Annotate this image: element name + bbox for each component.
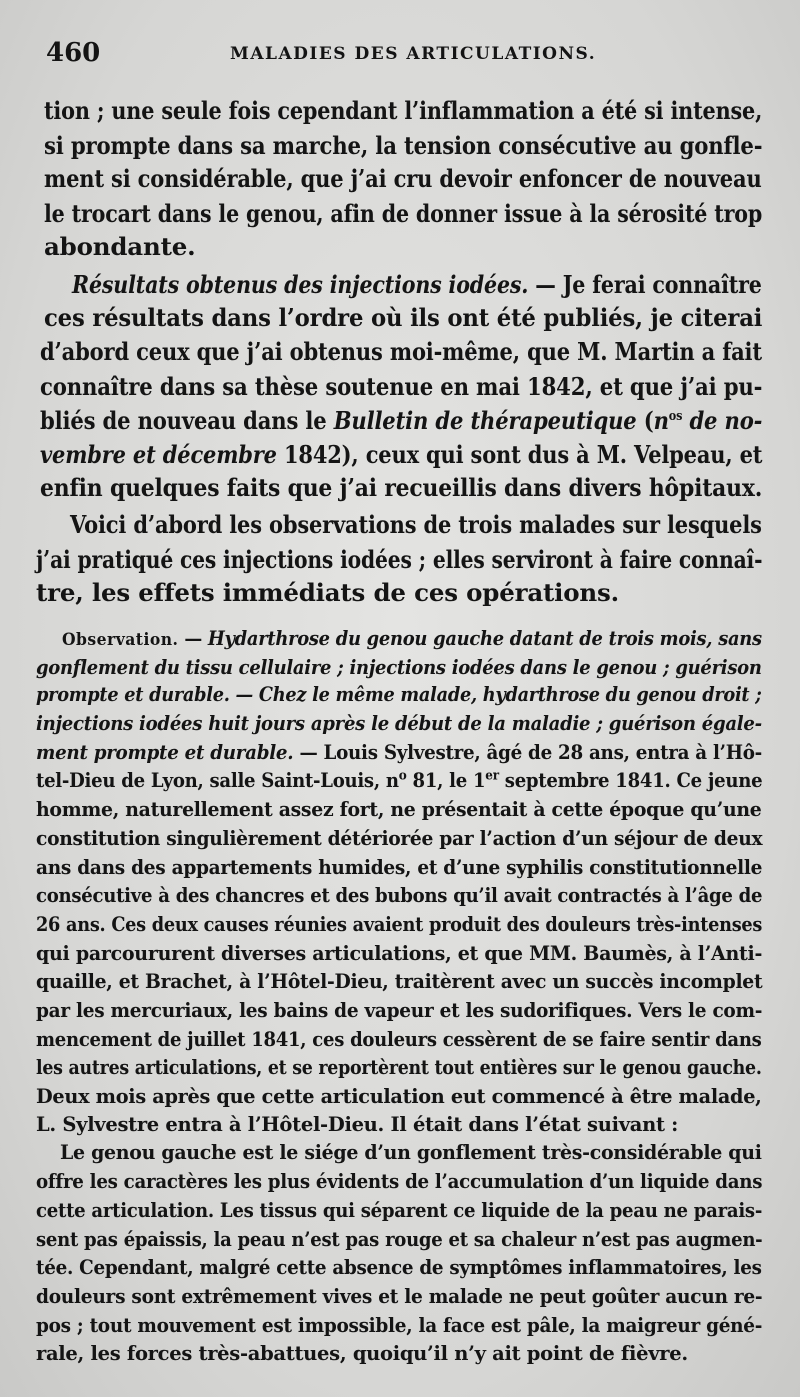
text-run: — Louis Sylvestre, âgé de 28 ans, entra à l’Hô- bbox=[293, 741, 762, 764]
text-run: — bbox=[178, 627, 208, 650]
superscript: o bbox=[398, 768, 407, 784]
text-line bbox=[62, 627, 762, 650]
text-run: 1842), ceux qui sont dus à M. Velpeau, et bbox=[276, 440, 763, 469]
italic-text: Bulletin de thérapeutique bbox=[333, 406, 637, 435]
text-line bbox=[36, 798, 762, 821]
text-run: bliés de nouveau dans le bbox=[40, 406, 334, 435]
text-run: offre les caractères les plus évidents de l’accumulation d’un liquide dans bbox=[36, 1170, 763, 1193]
text-run: 26 ans. Ces deux causes réunies avaient produit des douleurs très-intenses bbox=[36, 913, 763, 936]
text-run: douleurs sont extrêmement vives et le malade ne peut goûter aucun re- bbox=[36, 1285, 763, 1308]
text-run: ces résultats dans l’ordre où ils ont été publiés, je citerai bbox=[44, 303, 763, 332]
text-run: tre, les effets immédiats de ces opérations. bbox=[36, 578, 619, 607]
text-line bbox=[36, 1056, 762, 1079]
text-line bbox=[36, 712, 762, 735]
text-line bbox=[36, 741, 762, 764]
text-line bbox=[36, 1113, 678, 1136]
italic-text: gonflement du tissu cellulaire ; injections iodées dans le genou ; guérison bbox=[36, 656, 762, 679]
page-header bbox=[46, 38, 766, 68]
text-run: tel-Dieu de Lyon, salle Saint-Louis, n bbox=[36, 769, 399, 792]
text-run: L. Sylvestre entra à l’Hôtel-Dieu. Il était dans l’état suivant : bbox=[36, 1113, 679, 1136]
text-line bbox=[36, 1285, 762, 1308]
text-line bbox=[36, 970, 762, 993]
text-line bbox=[40, 473, 762, 502]
text-line bbox=[44, 96, 762, 125]
text-line bbox=[60, 1141, 762, 1164]
text-run: si prompte dans sa marche, la tension consécutive au gonfle- bbox=[44, 131, 763, 160]
text-line bbox=[44, 164, 762, 193]
text-line bbox=[36, 827, 762, 850]
text-run: Le genou gauche est le siége d’un gonflement très-considérable qui bbox=[60, 1141, 762, 1164]
text-line bbox=[72, 270, 762, 299]
italic-text: vembre et décembre bbox=[40, 440, 277, 469]
text-line bbox=[36, 683, 762, 706]
text-line bbox=[36, 545, 762, 574]
text-line bbox=[40, 406, 762, 435]
italic-text: n bbox=[653, 406, 669, 435]
text-run: consécutive à des chancres et des bubons qu’il avait contractés à l’âge de bbox=[36, 884, 763, 907]
text-run: ment si considérable, que j’ai cru devoir enfoncer de nouveau bbox=[44, 164, 762, 193]
text-line bbox=[40, 372, 762, 401]
text-run: septembre 1841. Ce jeune bbox=[498, 769, 763, 792]
text-run: cette articulation. Les tissus qui séparent ce liquide de la peau ne parais- bbox=[36, 1199, 763, 1222]
text-line bbox=[36, 884, 762, 907]
text-run: constitution singulièrement détériorée par l’action d’un séjour de deux bbox=[36, 827, 763, 850]
text-line bbox=[36, 656, 762, 679]
text-line bbox=[44, 303, 762, 332]
italic-text: Résultats obtenus des injections iodées. bbox=[72, 270, 529, 299]
text-line bbox=[36, 999, 762, 1022]
text-line bbox=[44, 131, 762, 160]
text-line bbox=[36, 1342, 688, 1365]
text-line bbox=[36, 856, 762, 879]
small-caps-heading: Observation. bbox=[62, 630, 179, 650]
text-run: qui parcoururent diverses articulations, et que MM. Baumès, à l’Anti- bbox=[36, 942, 763, 965]
text-run: rale, les forces très-abattues, quoiqu’il n’y ait point de fièvre. bbox=[36, 1342, 688, 1365]
italic-text: prompte et durable. — Chez le même malade, hydarthrose du genou droit ; bbox=[36, 683, 762, 706]
text-run: d’abord ceux que j’ai obtenus moi-même, que M. Martin a fait bbox=[40, 337, 762, 366]
text-line bbox=[44, 199, 762, 228]
text-run: quaille, et Brachet, à l’Hôtel-Dieu, traitèrent avec un succès incomplet bbox=[36, 970, 763, 993]
page-number: 460 bbox=[46, 38, 101, 68]
text-run: par les mercuriaux, les bains de vapeur et les sudorifiques. Vers le com- bbox=[36, 999, 763, 1022]
italic-text: Hydarthrose du genou gauche datant de trois mois, sans bbox=[207, 627, 762, 650]
text-run: pos ; tout mouvement est impossible, la face est pâle, la maigreur géné- bbox=[36, 1314, 763, 1337]
text-run: enfin quelques faits que j’ai recueillis dans divers hôpitaux. bbox=[40, 473, 763, 502]
superscript: er bbox=[485, 768, 499, 784]
text-run: ans dans des appartements humides, et d’une syphilis constitutionnelle bbox=[36, 856, 763, 879]
text-line bbox=[36, 942, 762, 965]
superscript: os bbox=[668, 408, 683, 424]
italic-text: ment prompte et durable. bbox=[36, 741, 294, 764]
text-line bbox=[36, 578, 619, 607]
text-run: mencement de juillet 1841, ces douleurs cessèrent de se faire sentir dans bbox=[36, 1028, 762, 1051]
text-run: j’ai pratiqué ces injections iodées ; elles serviront à faire connaî- bbox=[36, 545, 763, 574]
text-run: le trocart dans le genou, afin de donner issue à la sérosité trop bbox=[44, 199, 763, 228]
text-line bbox=[36, 913, 762, 936]
text-run: — Je ferai connaître bbox=[528, 270, 762, 299]
text-line bbox=[70, 510, 762, 539]
text-run: les autres articulations, et se reportèrent tout entières sur le genou gauche. bbox=[36, 1056, 762, 1079]
text-line bbox=[36, 1228, 762, 1251]
italic-text: injections iodées huit jours après le début de la maladie ; guérison égale- bbox=[36, 712, 762, 735]
text-run: connaître dans sa thèse soutenue en mai 1842, et que j’ai pu- bbox=[40, 372, 763, 401]
text-line bbox=[36, 1256, 762, 1279]
text-run: 81, le 1 bbox=[406, 769, 486, 792]
text-line bbox=[40, 337, 762, 366]
running-title: MALADIES DES ARTICULATIONS. bbox=[230, 44, 597, 64]
text-run: sent pas épaissis, la peau n’est pas rouge et sa chaleur n’est pas augmen- bbox=[36, 1228, 763, 1251]
text-run: Deux mois après que cette articulation eut commencé à être malade, bbox=[36, 1085, 762, 1108]
text-run: ( bbox=[636, 406, 654, 435]
text-line bbox=[40, 440, 762, 469]
italic-text: de no- bbox=[682, 406, 763, 435]
text-line bbox=[44, 232, 195, 261]
text-line bbox=[36, 1085, 762, 1108]
text-run: Voici d’abord les observations de trois malades sur lesquels bbox=[70, 510, 762, 539]
text-line bbox=[36, 1028, 762, 1051]
text-line bbox=[36, 769, 762, 792]
text-run: tée. Cependant, malgré cette absence de symptômes inflammatoires, les bbox=[36, 1256, 762, 1279]
text-run: homme, naturellement assez fort, ne présentait à cette époque qu’une bbox=[36, 798, 762, 821]
text-run: abondante. bbox=[44, 232, 196, 261]
text-line bbox=[36, 1199, 762, 1222]
text-line bbox=[36, 1314, 762, 1337]
text-run: tion ; une seule fois cependant l’inflammation a été si intense, bbox=[44, 96, 763, 125]
text-line bbox=[36, 1170, 762, 1193]
